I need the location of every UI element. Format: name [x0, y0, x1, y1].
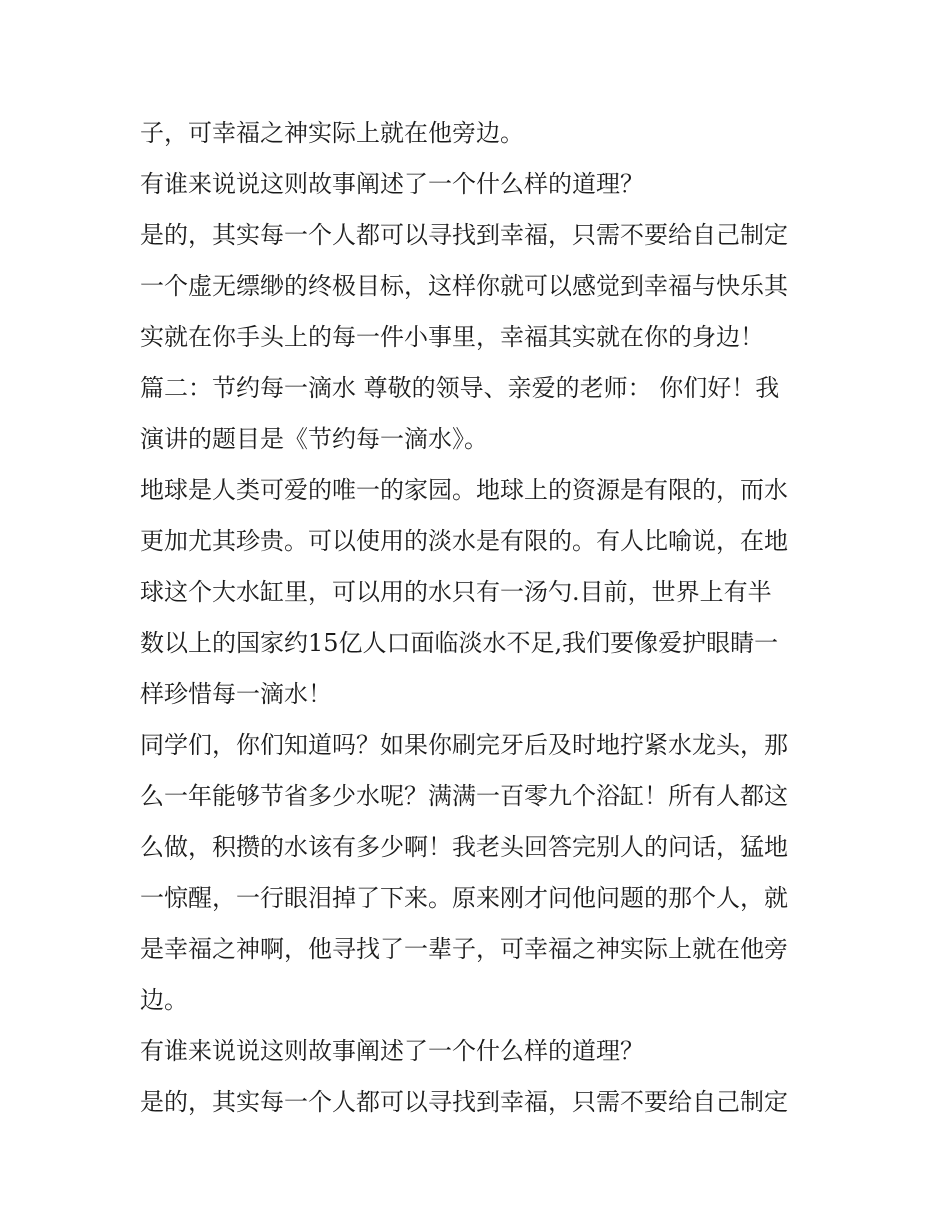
text-line: 同学们，你们知道吗？如果你刷完牙后及时地拧紧水龙头，那: [140, 731, 788, 759]
text-line: 更加尤其珍贵。可以使用的淡水是有限的。有人比喻说，在地: [140, 527, 788, 555]
text-line: 实就在你手头上的每一件小事里，幸福其实就在你的身边！: [140, 323, 764, 351]
text-line: 有谁来说说这则故事阐述了一个什么样的道理？: [140, 1037, 644, 1065]
text-line: 是的，其实每一个人都可以寻找到幸福，只需不要给自己制定: [140, 1088, 788, 1116]
text-line: 一惊醒，一行眼泪掉了下来。原来刚才问他问题的那个人，就: [140, 884, 788, 912]
text-line: 样珍惜每一滴水！: [140, 680, 332, 708]
text-line: 演讲的题目是《节约每一滴水》。: [140, 425, 488, 453]
text-line: 子，可幸福之神实际上就在他旁边。: [140, 119, 524, 147]
text-line: 么做，积攒的水该有多少啊！我老头回答完别人的问话，猛地: [140, 833, 788, 861]
text-line: 篇二：节约每一滴水 尊敬的领导、亲爱的老师： 你们好！我: [140, 374, 780, 402]
text-line: 么一年能够节省多少水呢？满满一百零九个浴缸！所有人都这: [140, 782, 788, 810]
text-line: 是的，其实每一个人都可以寻找到幸福，只需不要给自己制定: [140, 221, 788, 249]
text-line: 一个虚无缥缈的终极目标，这样你就可以感觉到幸福与快乐其: [140, 272, 788, 300]
text-line: 是幸福之神啊，他寻找了一辈子，可幸福之神实际上就在他旁: [140, 935, 788, 963]
text-line: 边。: [140, 986, 188, 1014]
text-line: 地球是人类可爱的唯一的家园。地球上的资源是有限的，而水: [140, 476, 788, 504]
text-line: 有谁来说说这则故事阐述了一个什么样的道理？: [140, 170, 644, 198]
text-line: 球这个大水缸里，可以用的水只有一汤勺.目前，世界上有半: [140, 578, 772, 606]
document-body: [140, 108, 820, 1128]
text-line: 数以上的国家约15亿人口面临淡水不足,我们要像爱护眼睛一: [140, 629, 779, 657]
